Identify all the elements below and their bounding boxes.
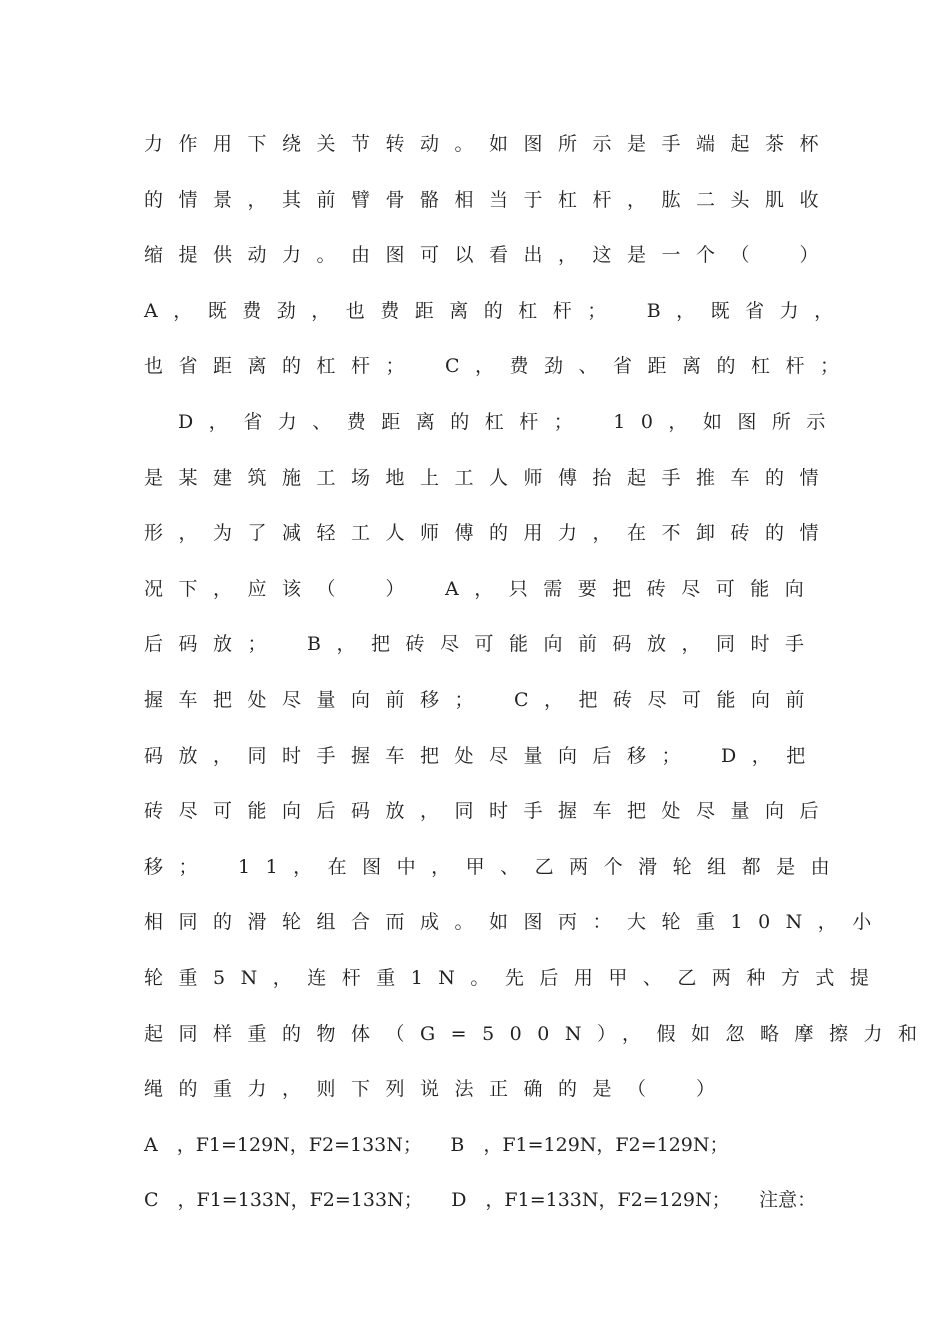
text-line: 形，为了减轻工人师傅的用力，在不卸砖的情 (144, 522, 835, 545)
text-line: 是某建筑施工场地上工人师傅抬起手推车的情 (144, 466, 835, 489)
text-line: 力作用下绕关节转动。如图所示是手端起茶杯 (144, 133, 835, 155)
text-line: 起同样重的物体（G=500N），假如忽略摩擦力和 (144, 1022, 933, 1045)
text-line: 相同的滑轮组合而成。如图丙：大轮重10N，小 (144, 911, 887, 934)
text-line: D，省力、费距离的杠杆； 10，如图所示 (178, 410, 841, 433)
text-line: 握车把处尽量向前移； C，把砖尽可能向前 (144, 688, 821, 711)
text-line: 缩提供动力。由图可以看出，这是一个（ ） (144, 244, 835, 267)
text-line: 码放，同时手握车把处尽量向后移； D，把 (144, 744, 821, 767)
text-line: 后码放； B，把砖尽可能向前码放，同时手 (144, 633, 820, 656)
text-line: 移； 11，在图中，甲、乙两个滑轮组都是由 (144, 855, 846, 878)
text-line: A，既费劲，也费距离的杠杆； B，既省力， (144, 299, 849, 322)
text-line: 也省距离的杠杆； C，费劲、省距离的杠杆； (144, 355, 855, 378)
text-line: 的情景，其前臂骨骼相当于杠杆，肱二头肌收 (144, 188, 835, 211)
text-line: 况下，应该（ ） A，只需要把砖尽可能向 (144, 577, 820, 600)
body-text (144, 126, 933, 1238)
text-line: 轮重5N，连杆重1N。先后用甲、乙两种方式提 (144, 966, 885, 989)
text-line: 绳的重力，则下列说法正确的是（ ） (144, 1078, 731, 1101)
text-line: C ，F1=133N，F2=133N； D ，F1=133N，F2=129N； 注意： (144, 1189, 817, 1212)
text-line: 砖尽可能向后码放，同时手握车把处尽量向后 (144, 800, 835, 823)
text-line: A ，F1=129N，F2=133N； B ，F1=129N，F2=129N； (144, 1133, 729, 1156)
